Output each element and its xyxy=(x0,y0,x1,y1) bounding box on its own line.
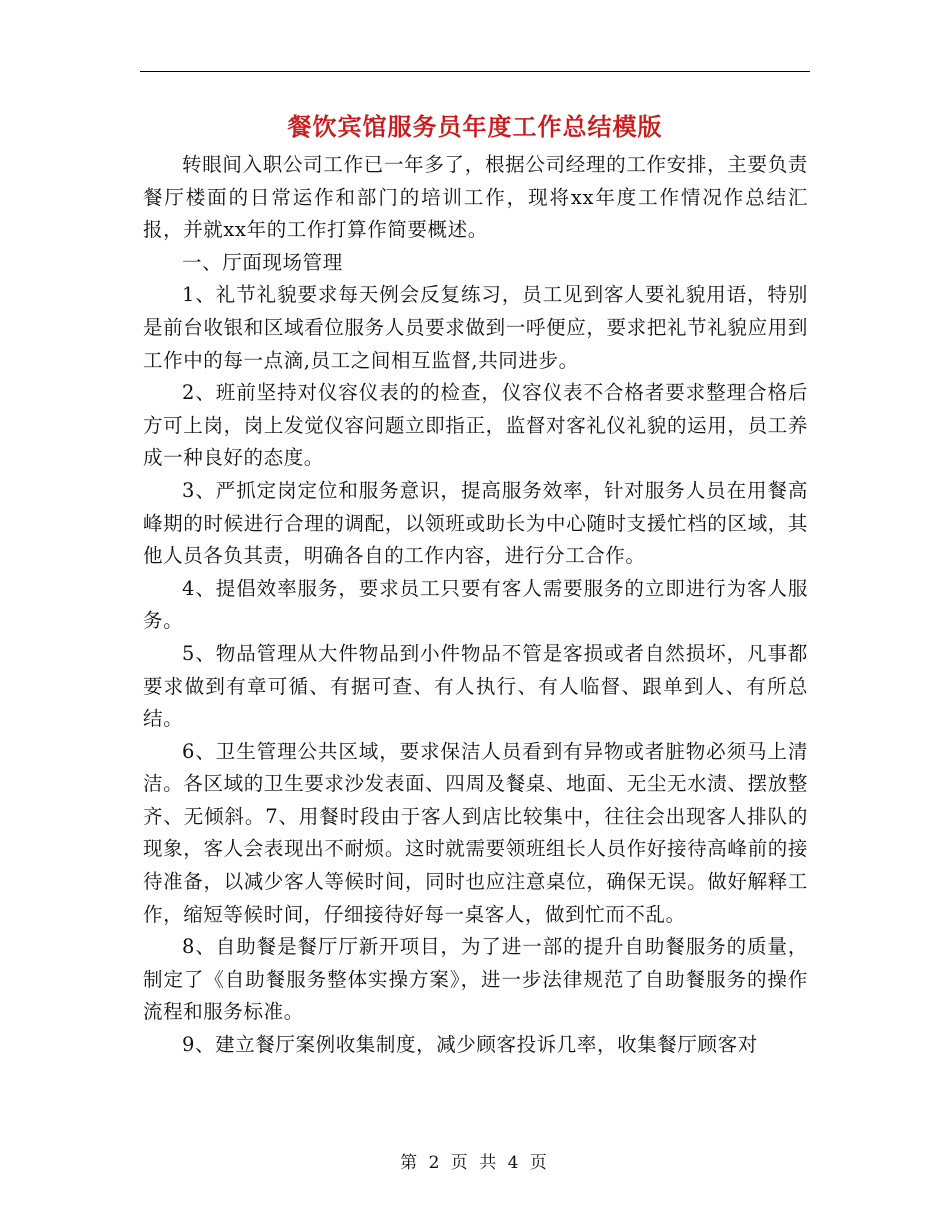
paragraph-item-3: 3、严抓定岗定位和服务意识，提高服务效率，针对服务人员在用餐高峰期的时候进行合理的调配，以领班或助长为中心随时支援忙档的区域，其他人员各负其责，明确各自的工作内容，进行分工合作。 xyxy=(143,478,808,568)
paragraph-item-4: 4、提倡效率服务，要求员工只要有客人需要服务的立即进行为客人服务。 xyxy=(143,576,808,633)
header-rule xyxy=(140,71,810,72)
paragraph-item-9: 9、建立餐厅案例收集制度，减少顾客投诉几率，收集餐厅顾客对 xyxy=(182,1033,758,1057)
paragraph-item-5: 5、物品管理从大件物品到小件物品不管是客损或者自然损坏，凡事都要求做到有章可循、有据可查、有人执行、有人临督、跟单到人、有所总结。 xyxy=(143,641,808,731)
section-heading: 一、厅面现场管理 xyxy=(182,250,343,274)
paragraph-item-8: 8、自助餐是餐厅厅新开项目，为了进一部的提升自助餐服务的质量，制定了《自助餐服务整体实操方案》，进一步法律规范了自助餐服务的操作流程和服务标准。 xyxy=(143,935,808,1024)
paragraph-intro: 转眼间入职公司工作已一年多了，根据公司经理的工作安排，主要负责餐厅楼面的日常运作和部门的培训工作，现将xx年度工作情况作总结汇报，并就xx年的工作打算作简要概述。 xyxy=(143,153,808,242)
paragraph-item-6-7: 6、卫生管理公共区域，要求保洁人员看到有异物或者脏物必须马上清洁。各区域的卫生要求沙发表面、四周及餐桌、地面、无尘无水渍、摆放整齐、无倾斜。7、用餐时段由于客人到店比较集中，往往会出现客人排队的现象，客人会表现出不耐烦。这时就需要领班组长人员作好接待高峰前的接待准备，以减少客人等候时间，同时也应注意桌位，确保无误。做好解释工作，缩短等候时间，仔细接待好每一桌客人，做到忙而不乱。 xyxy=(143,739,808,926)
paragraph-item-1: 1、礼节礼貌要求每天例会反复练习，员工见到客人要礼貌用语，特别是前台收银和区域看位服务人员要求做到一呼便应，要求把礼节礼貌应用到工作中的每一点滴,员工之间相互监督,共同进步。 xyxy=(143,283,808,372)
page-footer: 第 2 页 共 4 页 xyxy=(400,1153,550,1173)
document-body xyxy=(143,149,808,1062)
document-title: 餐饮宾馆服务员年度工作总结模版 xyxy=(287,112,663,141)
paragraph-item-2: 2、班前坚持对仪容仪表的的检查，仪容仪表不合格者要求整理合格后方可上岗，岗上发觉仪容问题立即指正，监督对客礼仪礼貌的运用，员工养成一种良好的态度。 xyxy=(143,381,808,470)
